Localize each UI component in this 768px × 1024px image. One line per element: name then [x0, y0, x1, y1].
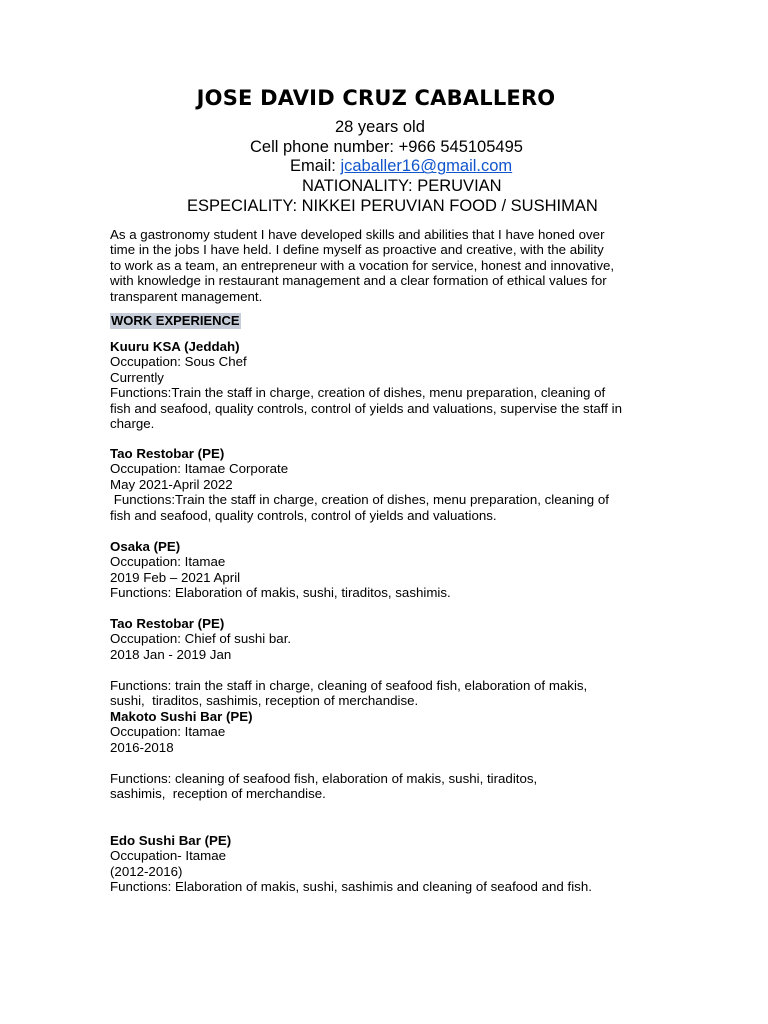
summary-line: with knowledge in restaurant management and a clear formation of ethical values for: [110, 273, 607, 289]
speciality-line: ESPECIALITY: NIKKEI PERUVIAN FOOD / SUSHIMAN: [187, 196, 598, 215]
job-entry: [110, 616, 670, 708]
job-functions-line: Functions: cleaning of seafood fish, elaboration of makis, sushi, tiraditos,: [110, 770, 538, 786]
summary-line: transparent management.: [110, 288, 263, 304]
job-period: Currently: [110, 369, 164, 385]
job-company: Tao Restobar (PE): [110, 446, 225, 461]
email-line: [0, 157, 768, 177]
phone-line: Cell phone number: +966 545105495: [250, 137, 523, 156]
job-functions-line: charge.: [110, 416, 155, 432]
job-company: Kuuru KSA (Jeddah): [110, 339, 240, 354]
spacer: [110, 662, 670, 677]
job-period: 2016-2018: [110, 739, 174, 755]
age-line: 28 years old: [335, 118, 425, 136]
candidate-name: JOSE DAVID CRUZ CABALLERO: [196, 86, 556, 110]
job-company: Makoto Sushi Bar (PE): [110, 709, 253, 724]
job-occupation: Occupation: Chief of sushi bar.: [110, 631, 292, 647]
work-experience-heading: WORK EXPERIENCE: [111, 313, 240, 328]
spacer: [110, 755, 670, 770]
job-company: Tao Restobar (PE): [110, 616, 225, 631]
job-functions-line: sashimis, reception of merchandise.: [110, 786, 326, 802]
job-period: 2018 Jan - 2019 Jan: [110, 646, 232, 662]
job-functions-line: sushi, tiraditos, sashimis, reception of merchandise.: [110, 693, 419, 709]
job-company: Osaka (PE): [110, 539, 181, 554]
job-entry: [110, 339, 670, 431]
contact-block: [0, 118, 768, 217]
job-entry: [110, 709, 670, 801]
email-link[interactable]: jcaballer16@gmail.com: [340, 157, 513, 176]
job-functions-line: fish and seafood, quality controls, control of yields and valuations, supervise the staff in: [110, 400, 622, 416]
job-functions-line: Functions:Train the staff in charge, creation of dishes, menu preparation, cleaning of: [110, 385, 606, 401]
job-occupation: Occupation: Itamae: [110, 724, 226, 740]
job-entry: [110, 539, 670, 601]
job-functions-line: fish and seafood, quality controls, control of yields and valuations.: [110, 507, 497, 523]
job-functions-line: Functions: train the staff in charge, cleaning of seafood fish, elaboration of makis,: [110, 677, 588, 693]
job-functions-line: Functions: Elaboration of makis, sushi, tiraditos, sashimis.: [110, 585, 451, 601]
job-entry: [110, 833, 670, 895]
summary-line: to work as a team, an entrepreneur with a vocation for service, honest and innovative,: [110, 257, 615, 273]
job-functions-line: Functions: Elaboration of makis, sushi, sashimis and cleaning of seafood and fish.: [110, 879, 592, 895]
email-label: Email:: [290, 157, 341, 176]
nationality-line: NATIONALITY: PERUVIAN: [302, 177, 502, 196]
summary-line: As a gastronomy student I have developed skills and abilities that I have honed over: [110, 227, 605, 242]
job-period: May 2021-April 2022: [110, 476, 233, 492]
job-occupation: Occupation- Itamae: [110, 848, 227, 864]
job-company: Edo Sushi Bar (PE): [110, 833, 232, 848]
job-entry: [110, 446, 670, 523]
job-occupation: Occupation: Itamae: [110, 554, 226, 570]
job-period: 2019 Feb – 2021 April: [110, 569, 241, 585]
job-occupation: Occupation: Itamae Corporate: [110, 461, 289, 477]
profile-summary: [110, 227, 670, 304]
job-functions-line: Functions:Train the staff in charge, creation of dishes, menu preparation, cleaning of: [110, 492, 609, 508]
job-occupation: Occupation: Sous Chef: [110, 354, 247, 370]
job-period: (2012-2016): [110, 863, 183, 879]
summary-line: time in the jobs I have held. I define myself as proactive and creative, with the ability: [110, 242, 604, 258]
